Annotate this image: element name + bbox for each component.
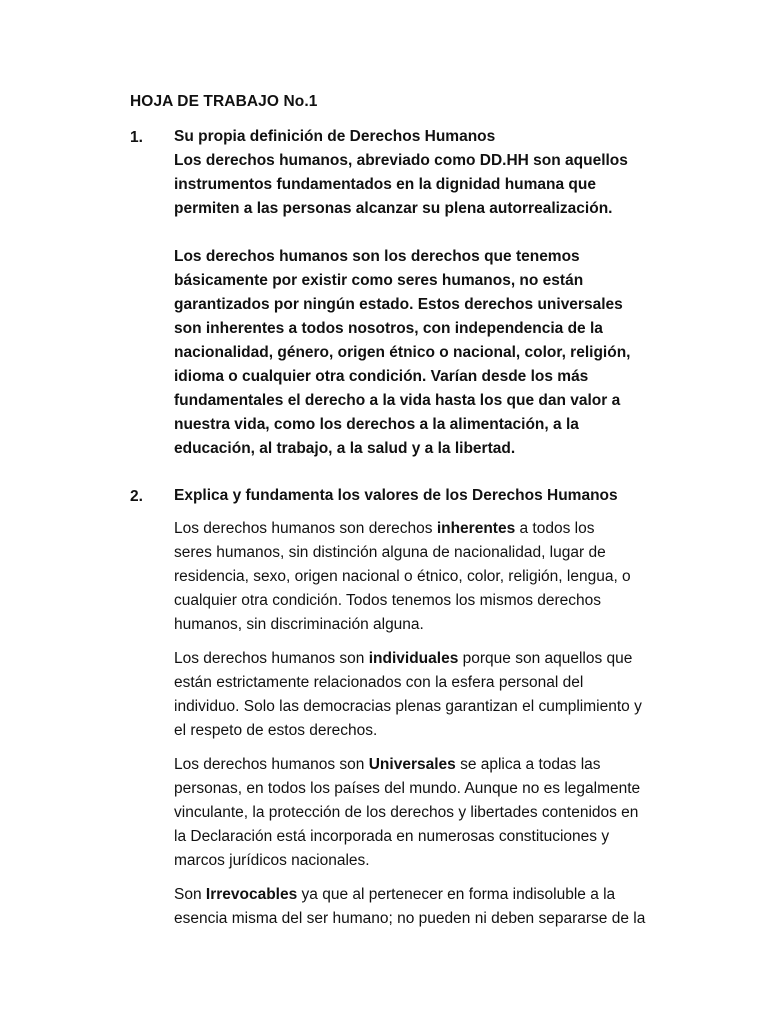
section-1-para2-line: garantizados por ningún estado. Estos derechos universales <box>174 296 623 313</box>
section-1-para1-line: permiten a las personas alcanzar su plena autorrealización. <box>174 200 613 217</box>
irrevocables-term: Irrevocables <box>205 886 298 903</box>
section-1-para2 <box>174 245 674 461</box>
section-2-heading: Explica y fundamenta los valores de los Derechos Humanos <box>174 487 618 504</box>
section-1-para2-line: nacionalidad, género, origen étnico o nacional, color, religión, <box>174 344 631 361</box>
paragraph-universales <box>174 753 674 873</box>
section-1-heading: Su propia definición de Derechos Humanos <box>174 128 496 145</box>
individuales-tail: porque son aquellos que <box>458 650 633 667</box>
universales-term: Universales <box>368 756 456 773</box>
section-1-para2-line: idioma o cualquier otra condición. Varían desde los más <box>174 368 589 385</box>
section-1-number: 1. <box>130 129 143 146</box>
irrevocables-tail: ya que al pertenecer en forma indisoluble a la <box>297 886 616 903</box>
universales-line: vinculante, la protección de los derechos y libertades contenidos en <box>174 804 639 821</box>
individuales-term: individuales <box>368 650 459 667</box>
inherentes-line: cualquier otra condición. Todos tenemos los mismos derechos <box>174 592 602 609</box>
section-1-para2-line: básicamente por existir como seres humanos, no están <box>174 272 584 289</box>
universales-tail: se aplica a todas las <box>455 756 601 773</box>
section-1-para1-line: Los derechos humanos, abreviado como DD.HH son aquellos <box>174 152 628 169</box>
section-2-number: 2. <box>130 488 143 505</box>
universales-line: personas, en todos los países del mundo. Aunque no es legalmente <box>174 780 641 797</box>
section-1-block <box>174 125 674 221</box>
section-1-para2-line: son inherentes a todos nosotros, con independencia de la <box>174 320 603 337</box>
section-1-para2-line: Los derechos humanos son los derechos que tenemos <box>174 248 580 265</box>
inherentes-term: inherentes <box>436 520 516 537</box>
section-1-para2-line: fundamentales el derecho a la vida hasta los que dan valor a <box>174 392 621 409</box>
inherentes-line: residencia, sexo, origen nacional o étnico, color, religión, lengua, o <box>174 568 631 585</box>
inherentes-lead: Los derechos humanos son derechos <box>174 520 437 537</box>
inherentes-line: seres humanos, sin distinción alguna de nacionalidad, lugar de <box>174 544 606 561</box>
paragraph-individuales <box>174 647 674 743</box>
universales-line: la Declaración está incorporada en numerosas constituciones y <box>174 828 610 845</box>
irrevocables-line: esencia misma del ser humano; no pueden ni deben separarse de la <box>174 910 646 927</box>
document-title: HOJA DE TRABAJO No.1 <box>130 93 318 110</box>
universales-line: marcos jurídicos nacionales. <box>174 852 370 869</box>
section-2-heading-block <box>174 484 674 508</box>
inherentes-line: humanos, sin discriminación alguna. <box>174 616 424 633</box>
inherentes-tail: a todos los <box>515 520 595 537</box>
paragraph-inherentes <box>174 517 674 637</box>
section-1-para1-line: instrumentos fundamentados en la dignidad humana que <box>174 176 596 193</box>
section-1-para2-line: educación, al trabajo, a la salud y a la libertad. <box>174 440 516 457</box>
section-1-para2-line: nuestra vida, como los derechos a la alimentación, a la <box>174 416 579 433</box>
paragraph-irrevocables <box>174 883 674 931</box>
individuales-line: individuo. Solo las democracias plenas garantizan el cumplimiento y <box>174 698 642 715</box>
individuales-lead: Los derechos humanos son <box>174 650 369 667</box>
individuales-line: están estrictamente relacionados con la esfera personal del <box>174 674 584 691</box>
universales-lead: Los derechos humanos son <box>174 756 369 773</box>
irrevocables-lead: Son <box>174 886 206 903</box>
individuales-line: el respeto de estos derechos. <box>174 722 378 739</box>
